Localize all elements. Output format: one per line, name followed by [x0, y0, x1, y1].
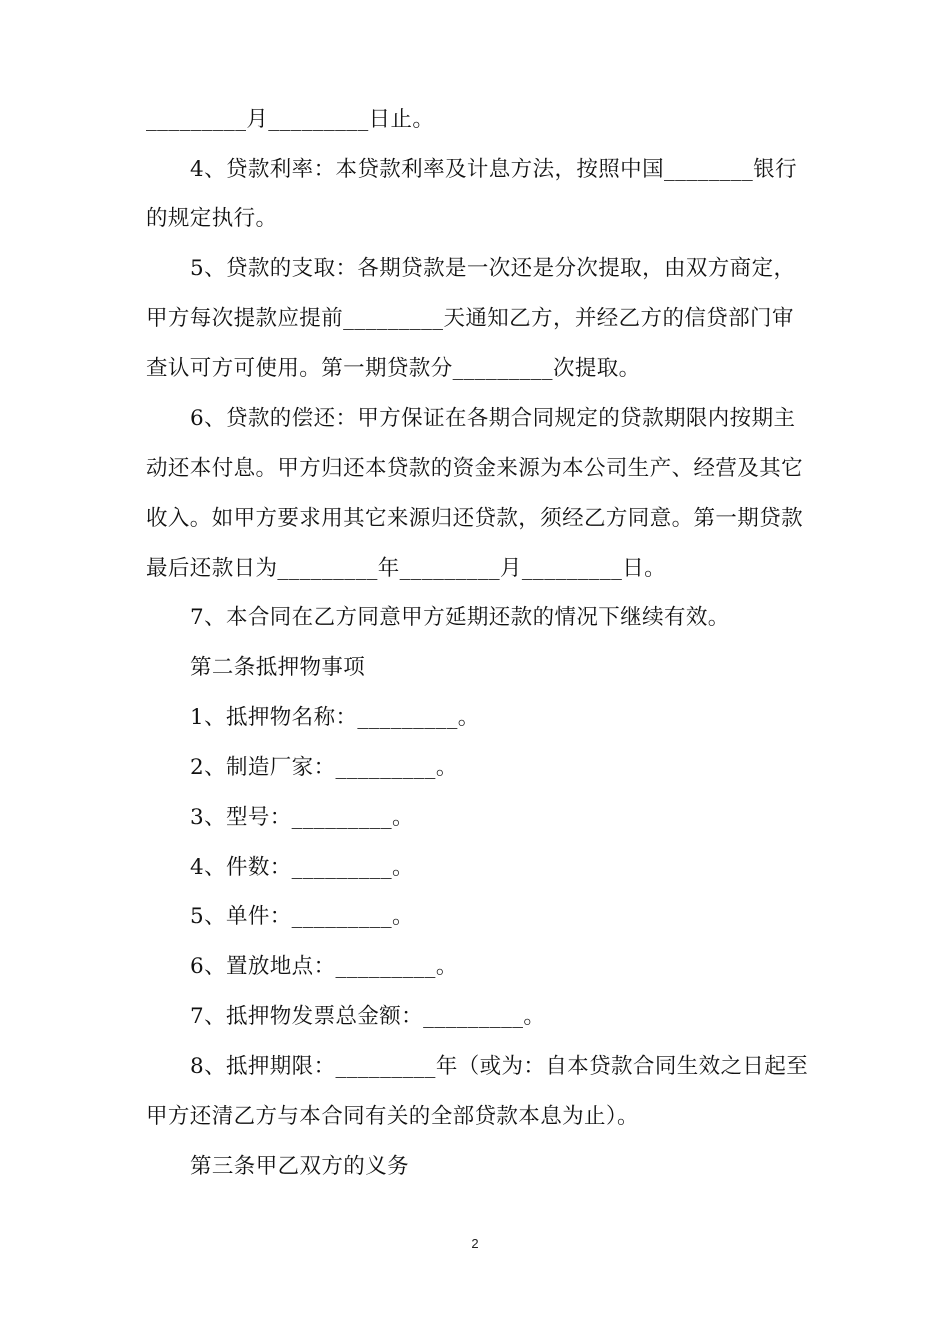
collateral-term-item: 8、抵押期限：_________年（或为：自本贷款合同生效之日起至 [190, 1054, 809, 1079]
text-line: 收入。如甲方要求用其它来源归还贷款，须经乙方同意。第一期贷款 [146, 506, 804, 531]
text-line: 甲方每次提款应提前_________天通知乙方，并经乙方的信贷部门审 [146, 306, 794, 331]
paragraph-loan-withdrawal: 5、贷款的支取：各期贷款是一次还是分次提取，由双方商定， [190, 256, 796, 281]
section-heading-collateral: 第二条抵押物事项 [190, 655, 366, 680]
page-number: 2 [471, 1236, 479, 1251]
collateral-quantity-item: 4、件数：_________。 [190, 855, 414, 880]
text-line: 的规定执行。 [146, 206, 278, 231]
text-line: 最后还款日为_________年_________月_________日。 [146, 556, 667, 581]
collateral-name-item: 1、抵押物名称：_________。 [190, 705, 480, 730]
collateral-model-item: 3、型号：_________。 [190, 805, 414, 830]
collateral-invoice-amount-item: 7、抵押物发票总金额：_________。 [190, 1004, 546, 1029]
collateral-unit-item: 5、单件：_________。 [190, 904, 414, 929]
paragraph-contract-validity: 7、本合同在乙方同意甲方延期还款的情况下继续有效。 [190, 605, 730, 630]
collateral-location-item: 6、置放地点：_________。 [190, 954, 458, 979]
text-line: _________月_________日止。 [146, 107, 435, 132]
text-line: 甲方还清乙方与本合同有关的全部贷款本息为止）。 [146, 1104, 639, 1129]
text-line: 动还本付息。甲方归还本贷款的资金来源为本公司生产、经营及其它 [146, 456, 804, 481]
text-line: 查认可方可使用。第一期贷款分_________次提取。 [146, 356, 641, 381]
paragraph-loan-interest: 4、贷款利率：本贷款利率及计息方法，按照中国________银行 [190, 157, 797, 182]
collateral-manufacturer-item: 2、制造厂家：_________。 [190, 755, 458, 780]
section-heading-obligations: 第三条甲乙双方的义务 [190, 1154, 410, 1179]
paragraph-loan-repayment: 6、贷款的偿还：甲方保证在各期合同规定的贷款期限内按期主 [190, 406, 796, 431]
